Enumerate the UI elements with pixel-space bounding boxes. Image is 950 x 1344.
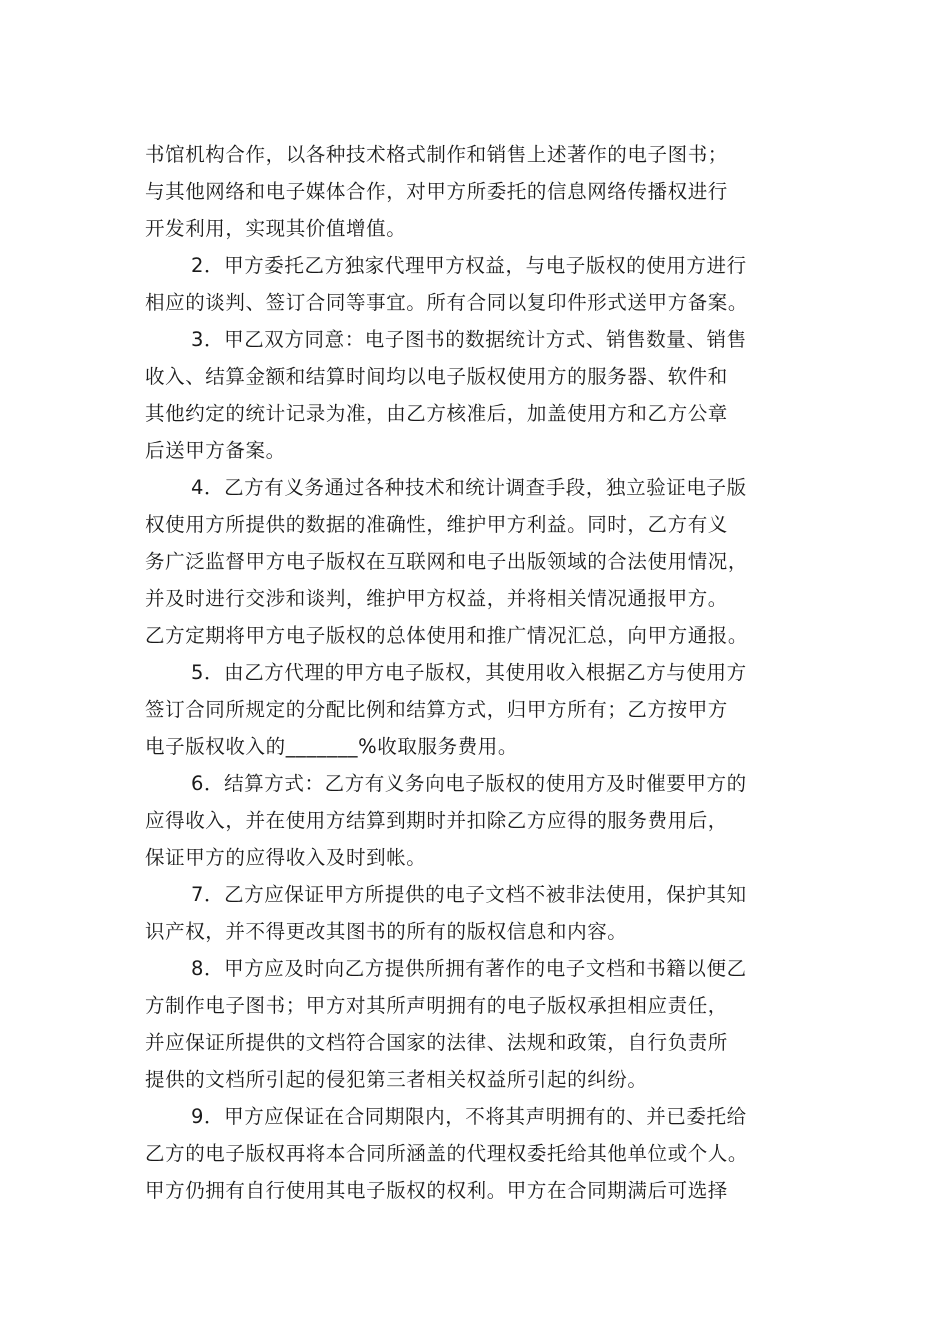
text-line: 甲方仍拥有自行使用其电子版权的权利。甲方在合同期满后可选择	[145, 1179, 728, 1202]
text-line: 务广泛监督甲方电子版权在互联网和电子出版领域的合法使用情况，	[145, 550, 749, 573]
text-line: 7．乙方应保证甲方所提供的电子文档不被非法使用，保护其知	[191, 883, 747, 906]
text-line: 6．结算方式：乙方有义务向电子版权的使用方及时催要甲方的	[191, 772, 747, 795]
text-line: 其他约定的统计记录为准，由乙方核准后，加盖使用方和乙方公章	[145, 402, 728, 425]
text-line: 4．乙方有义务通过各种技术和统计调查手段，独立验证电子版	[191, 476, 747, 499]
text-line: 收入、结算金额和结算时间均以电子版权使用方的服务器、软件和	[145, 365, 728, 388]
text-line: 后送甲方备案。	[145, 439, 286, 462]
text-line: 应得收入，并在使用方结算到期时并扣除乙方应得的服务费用后，	[145, 809, 728, 832]
text-line: 相应的谈判、签订合同等事宜。所有合同以复印件形式送甲方备案。	[145, 291, 749, 314]
text-line: 2．甲方委托乙方独家代理甲方权益，与电子版权的使用方进行	[191, 254, 747, 277]
text-line: 8．甲方应及时向乙方提供所拥有著作的电子文档和书籍以便乙	[191, 957, 747, 980]
text-line: 签订合同所规定的分配比例和结算方式，归甲方所有；乙方按甲方	[145, 698, 728, 721]
text-line: 开发利用，实现其价值增值。	[145, 217, 407, 240]
text-line: 书馆机构合作，以各种技术格式制作和销售上述著作的电子图书；	[145, 143, 728, 166]
text-line: 并及时进行交涉和谈判，维护甲方权益，并将相关情况通报甲方。	[145, 587, 728, 610]
text-line: 提供的文档所引起的侵犯第三者相关权益所引起的纠纷。	[145, 1068, 648, 1091]
text-line: 保证甲方的应得收入及时到帐。	[145, 846, 427, 869]
text-line: 9．甲方应保证在合同期限内，不将其声明拥有的、并已委托给	[191, 1105, 747, 1128]
text-line: 乙方定期将甲方电子版权的总体使用和推广情况汇总，向甲方通报。	[145, 624, 749, 647]
text-line: 5．由乙方代理的甲方电子版权，其使用收入根据乙方与使用方	[191, 661, 747, 684]
text-line: 乙方的电子版权再将本合同所涵盖的代理权委托给其他单位或个人。	[145, 1142, 749, 1165]
text-line: 与其他网络和电子媒体合作，对甲方所委托的信息网络传播权进行	[145, 180, 728, 203]
text-line: 并应保证所提供的文档符合国家的法律、法规和政策，自行负责所	[145, 1031, 728, 1054]
text-line: 识产权，并不得更改其图书的所有的版权信息和内容。	[145, 920, 628, 943]
text-line: 权使用方所提供的数据的准确性，维护甲方利益。同时，乙方有义	[145, 513, 728, 536]
text-line: 电子版权收入的_______%收取服务费用。	[145, 735, 518, 758]
text-line: 3．甲乙双方同意：电子图书的数据统计方式、销售数量、销售	[191, 328, 747, 351]
text-line: 方制作电子图书；甲方对其所声明拥有的电子版权承担相应责任，	[145, 994, 728, 1017]
